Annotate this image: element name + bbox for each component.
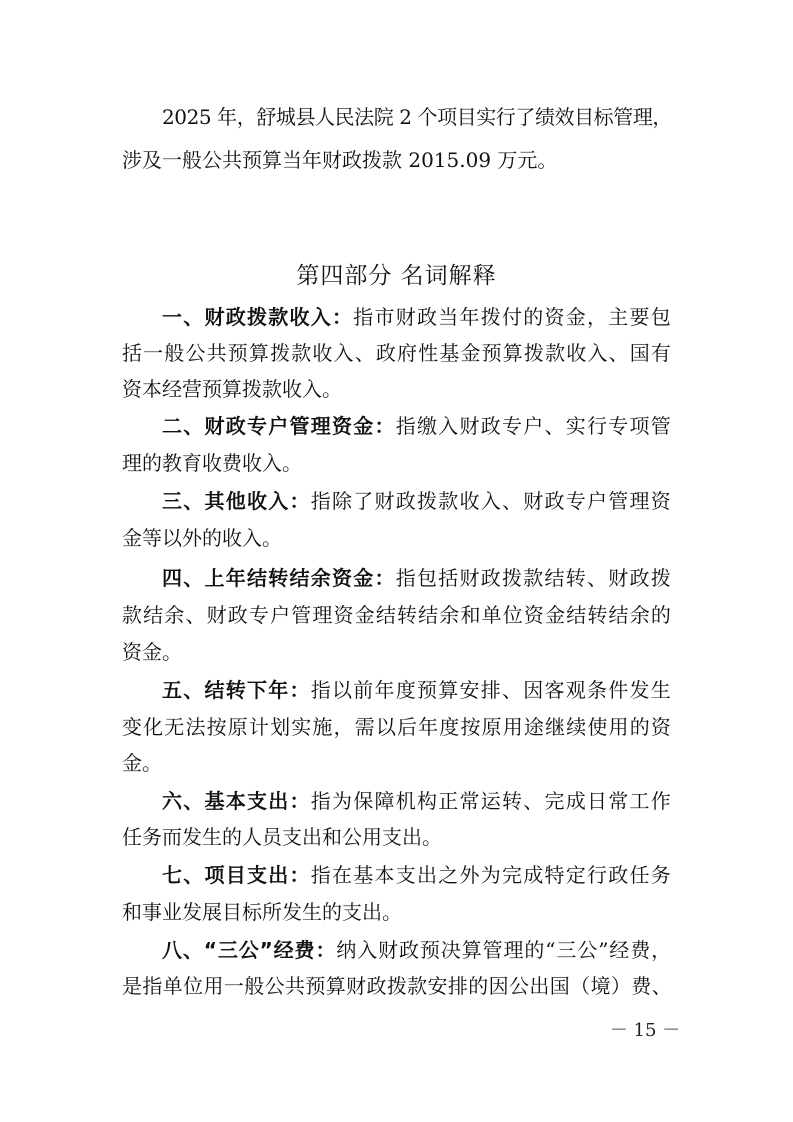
definition-1-text: 指市财政当年拨付的资金，主要包: [353, 305, 672, 329]
definition-4-term: 四、上年结转结余资金：: [162, 566, 396, 590]
definition-5-line-3: 金。: [122, 751, 162, 775]
definition-4-line-3: 资金。: [122, 640, 182, 664]
definition-6-text: 指为保障机构正常运转、完成日常工作: [310, 789, 672, 813]
definition-1-line-1: [0, 302, 793, 332]
section-heading: 第四部分 名词解释: [296, 263, 497, 289]
definition-4-line-2: 款结余、财政专户管理资金结转结余和单位资金结转结余的: [122, 603, 672, 627]
definition-7-line-1: [0, 860, 793, 890]
definition-1-line-2: 括一般公共预算拨款收入、政府性基金预算拨款收入、国有: [122, 341, 672, 365]
definition-2-line-2: 理的教育收费收入。: [122, 451, 302, 475]
definition-6-line-1: [0, 786, 793, 816]
intro-line-2: 涉及一般公共预算当年财政拨款 2015.09 万元。: [122, 148, 558, 172]
definition-8-text: 纳入财政预决算管理的“三公”经费，: [336, 938, 672, 962]
definition-7-term: 七、项目支出：: [162, 863, 311, 887]
definition-3-text: 指除了财政拨款收入、财政专户管理资: [310, 489, 672, 513]
definition-1-line-3: 资本经营预算拨款收入。: [122, 377, 342, 401]
definition-5-text: 指以前年度预算安排、因客观条件发生: [310, 678, 672, 702]
definition-3-line-1: [0, 486, 793, 516]
definition-2-term: 二、财政专户管理资金：: [162, 414, 396, 438]
definition-7-text: 指在基本支出之外为完成特定行政任务: [310, 863, 672, 887]
definition-7-line-2: 和事业发展目标所发生的支出。: [122, 900, 402, 924]
definition-5-line-2: 变化无法按原计划实施，需以后年度按原用途继续使用的资: [122, 715, 672, 739]
definition-8-line-2: 是指单位用一般公共预算财政拨款安排的因公出国（境）费、: [122, 974, 672, 998]
definition-2-text: 指缴入财政专户、实行专项管: [395, 414, 672, 438]
definition-3-term: 三、其他收入：: [162, 489, 311, 513]
definition-8-line-1: [0, 935, 793, 965]
definition-6-term: 六、基本支出：: [162, 789, 311, 813]
definition-5-line-1: [0, 675, 793, 705]
definition-4-line-1: [0, 563, 793, 593]
page-number: － 15 －: [609, 1020, 681, 1041]
definition-5-term: 五、结转下年：: [162, 678, 311, 702]
definition-1-term: 一、财政拨款收入：: [162, 305, 354, 329]
intro-line-1: 2025 年，舒城县人民法院 2 个项目实行了绩效目标管理，: [162, 105, 672, 129]
definition-3-line-2: 金等以外的收入。: [122, 526, 282, 550]
definition-4-text: 指包括财政拨款结转、财政拨: [395, 566, 672, 590]
definition-8-term: 八、“三公”经费：: [162, 938, 337, 962]
definition-6-line-2: 任务而发生的人员支出和公用支出。: [122, 825, 442, 849]
definition-2-line-1: [0, 411, 793, 441]
